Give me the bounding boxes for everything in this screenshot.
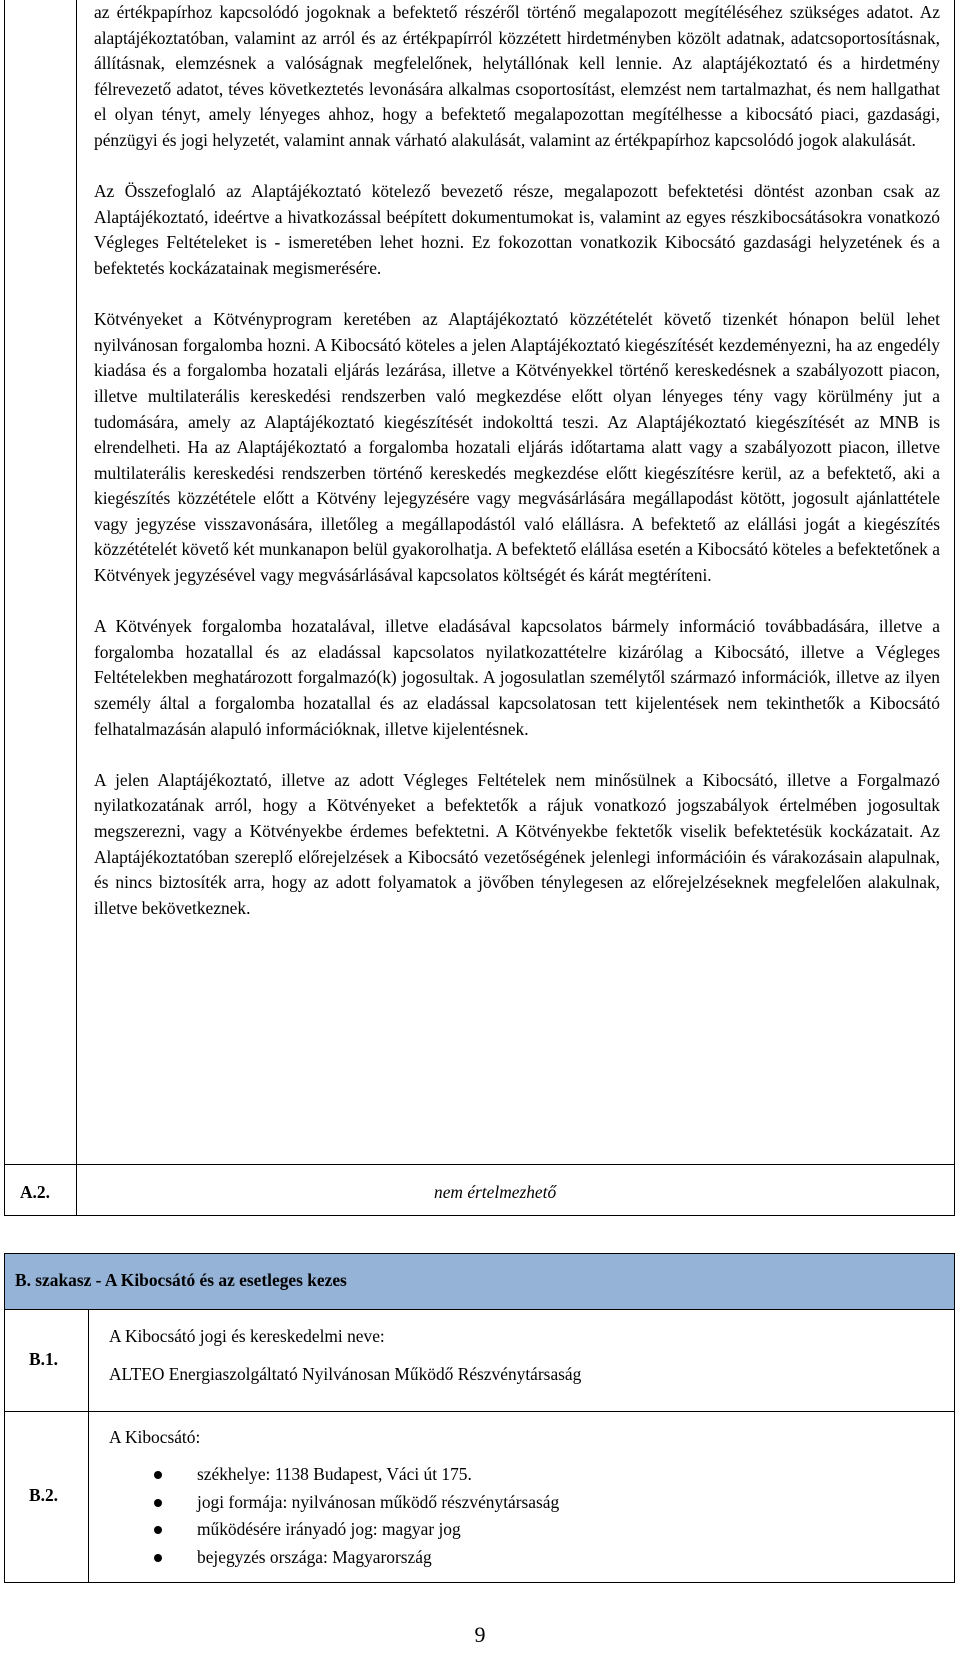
bullet-icon: [154, 1526, 162, 1534]
column-divider: [76, 0, 77, 1215]
list-item: [109, 1516, 559, 1544]
b2-bullet-list: [109, 1461, 559, 1571]
section-b-header: [5, 1254, 954, 1310]
list-item-text: jogi formája: nyilvánosan működő részvénytársaság: [197, 1491, 560, 1512]
bullet-icon: [154, 1471, 162, 1479]
paragraph: az értékpapírhoz kapcsolódó jogoknak a befektető részéről történő megalapozott megítéléséhez szükséges adatot. Az alaptájékoztatóban, valamint az arról és az értékpapírról közzétett hirdetményben közölt adatnak, adatcsoportosításnak, állításnak, elemzésnek a valóságnak megfelelőnek, helytállónak kell lennie. Az alaptájékoztató és a hirdetmény félrevezető adatot, téves következtetés levonására alkalmas csoportosítást, elemzést nem tartalmazhat, és nem hallgathat el olyan tényt, amely lényeges ahhoz, hogy a befektető megalapozottan megítélhesse a kibocsátó piaci, gazdasági, pénzügyi és jogi helyzetét, valamint annak várható alakulását, valamint az értékpapírhoz kapcsolódó jogok alakulását.: [94, 2, 940, 150]
row-divider: [5, 1164, 954, 1165]
row-label-b2: B.2.: [29, 1485, 58, 1505]
section-b-title: B. szakasz - A Kibocsátó és az esetleges kezes: [15, 1270, 347, 1290]
list-item-text: székhelye: 1138 Budapest, Váci út 175.: [197, 1464, 472, 1484]
paragraph: Kötvényeket a Kötvényprogram keretében az Alaptájékoztató közzétételét követő tizenkét hónapon belül lehet nyilvánosan forgalomba hozni. A Kibocsátó köteles a jelen Alaptájékoztató kiegészítését kezdeményezni, ha az engedély kiadása és a forgalomba hozatali eljárás lezárása, illetve a Kötvényekkel történő kereskedésnek a szabályozott piacon, illetve multilaterális kereskedési rendszerben való megkezdése előtt olyan lényeges tény vagy körülmény jut a tudomására, amely az Alaptájékoztató kiegészítését indokolttá teszi. Az Alaptájékoztató kiegészítését az MNB is elrendelheti. Ha az Alaptájékoztató a forgalomba hozatali eljárás időtartama alatt vagy a szabályozott piacon, illetve multilaterális kereskedési rendszerben történő kereskedés megkezdése előtt kiegészítésre kerül, az a befektető, aki a kiegészítés közzététele előtt a Kötvény lejegyzésére vagy megvásárlására megállapodást kötött, jogosult ajánlattétele vagy jegyzése visszavonására, illetőleg a megállapodástól való elállásra. A befektető az elállási jogát a kiegészítés közzétételét követő két munkanapon belül gyakorolhatja. A befektető elállása esetén a Kibocsátó köteles a befektetőnek a Kötvények jegyzésével vagy megvásárlásával kapcsolatos költségét és kárát megtéríteni.: [94, 309, 940, 586]
section-b-table: [4, 1253, 955, 1583]
b1-value: ALTEO Energiaszolgáltató Nyilvánosan Működő Részvénytársaság: [109, 1364, 582, 1384]
list-item-text: működésére irányadó jog: magyar jog: [197, 1519, 461, 1539]
row-label-b1: B.1.: [29, 1349, 58, 1369]
list-item: [109, 1489, 559, 1517]
paragraph: A Kötvények forgalomba hozatalával, illetve eladásával kapcsolatos bármely információ továbbadására, illetve a forgalomba hozatallal és az eladással kapcsolatos nyilatkozattételre kizárólag a Kibocsátó, illetve a Végleges Feltételekben meghatározott forgalmazó(k) jogosultak. A jogosulatlan személytől származó információk, illetve az ilyen személy által a forgalomba hozatallal és az eladással kapcsolatosan tett kijelentések nem tekinthetők a Kibocsátó felhatalmazásán alapuló információknak, illetve kijelentésnek.: [94, 616, 940, 739]
b2-title: A Kibocsátó:: [109, 1427, 201, 1447]
list-item-text: bejegyzés országa: Magyarország: [197, 1546, 432, 1567]
bullet-icon: [154, 1499, 162, 1507]
list-item: [109, 1461, 559, 1489]
page-number: 9: [474, 1622, 486, 1647]
bullet-icon: [154, 1554, 162, 1562]
column-divider: [88, 1310, 89, 1582]
row-divider: [5, 1411, 954, 1412]
row-label-a2: A.2.: [20, 1182, 50, 1202]
a2-value: nem értelmezhető: [434, 1182, 557, 1202]
section-a-text: [94, 0, 940, 947]
list-item: [109, 1544, 559, 1572]
paragraph: Az Összefoglaló az Alaptájékoztató kötelező bevezető része, megalapozott befektetési döntést azonban csak az Alaptájékoztató, ideértve a hivatkozással beépített dokumentumokat is, valamint az egyes részkibocsátásokra vonatkozó Végleges Feltételeket is - ismeretében lehet hozni. Ez fokozottan vonatkozik Kibocsátó gazdasági helyzetének és a befektetés kockázatainak megismerésére.: [94, 181, 940, 278]
paragraph: A jelen Alaptájékoztató, illetve az adott Végleges Feltételek nem minősülnek a Kibocsátó, illetve a Forgalmazó nyilatkozatának arról, hogy a Kötvényeket a befektetők a rájuk vonatkozó jogszabályok értelmében jogosultak megszerezni, vagy a Kötvényekbe érdemes befektetni. A Kötvényekbe fektetők viselik befektetésük kockázatait. Az Alaptájékoztatóban szereplő előrejelzések a Kibocsátó vezetőségének jelenlegi információin és várakozásain alapulnak, és nincs biztosíték arra, hogy az adott folyamatok a jövőben ténylegesen az előrejelzéseknek megfelelően alakulnak, illetve bekövetkeznek.: [94, 769, 940, 918]
b1-title: A Kibocsátó jogi és kereskedelmi neve:: [109, 1326, 385, 1346]
